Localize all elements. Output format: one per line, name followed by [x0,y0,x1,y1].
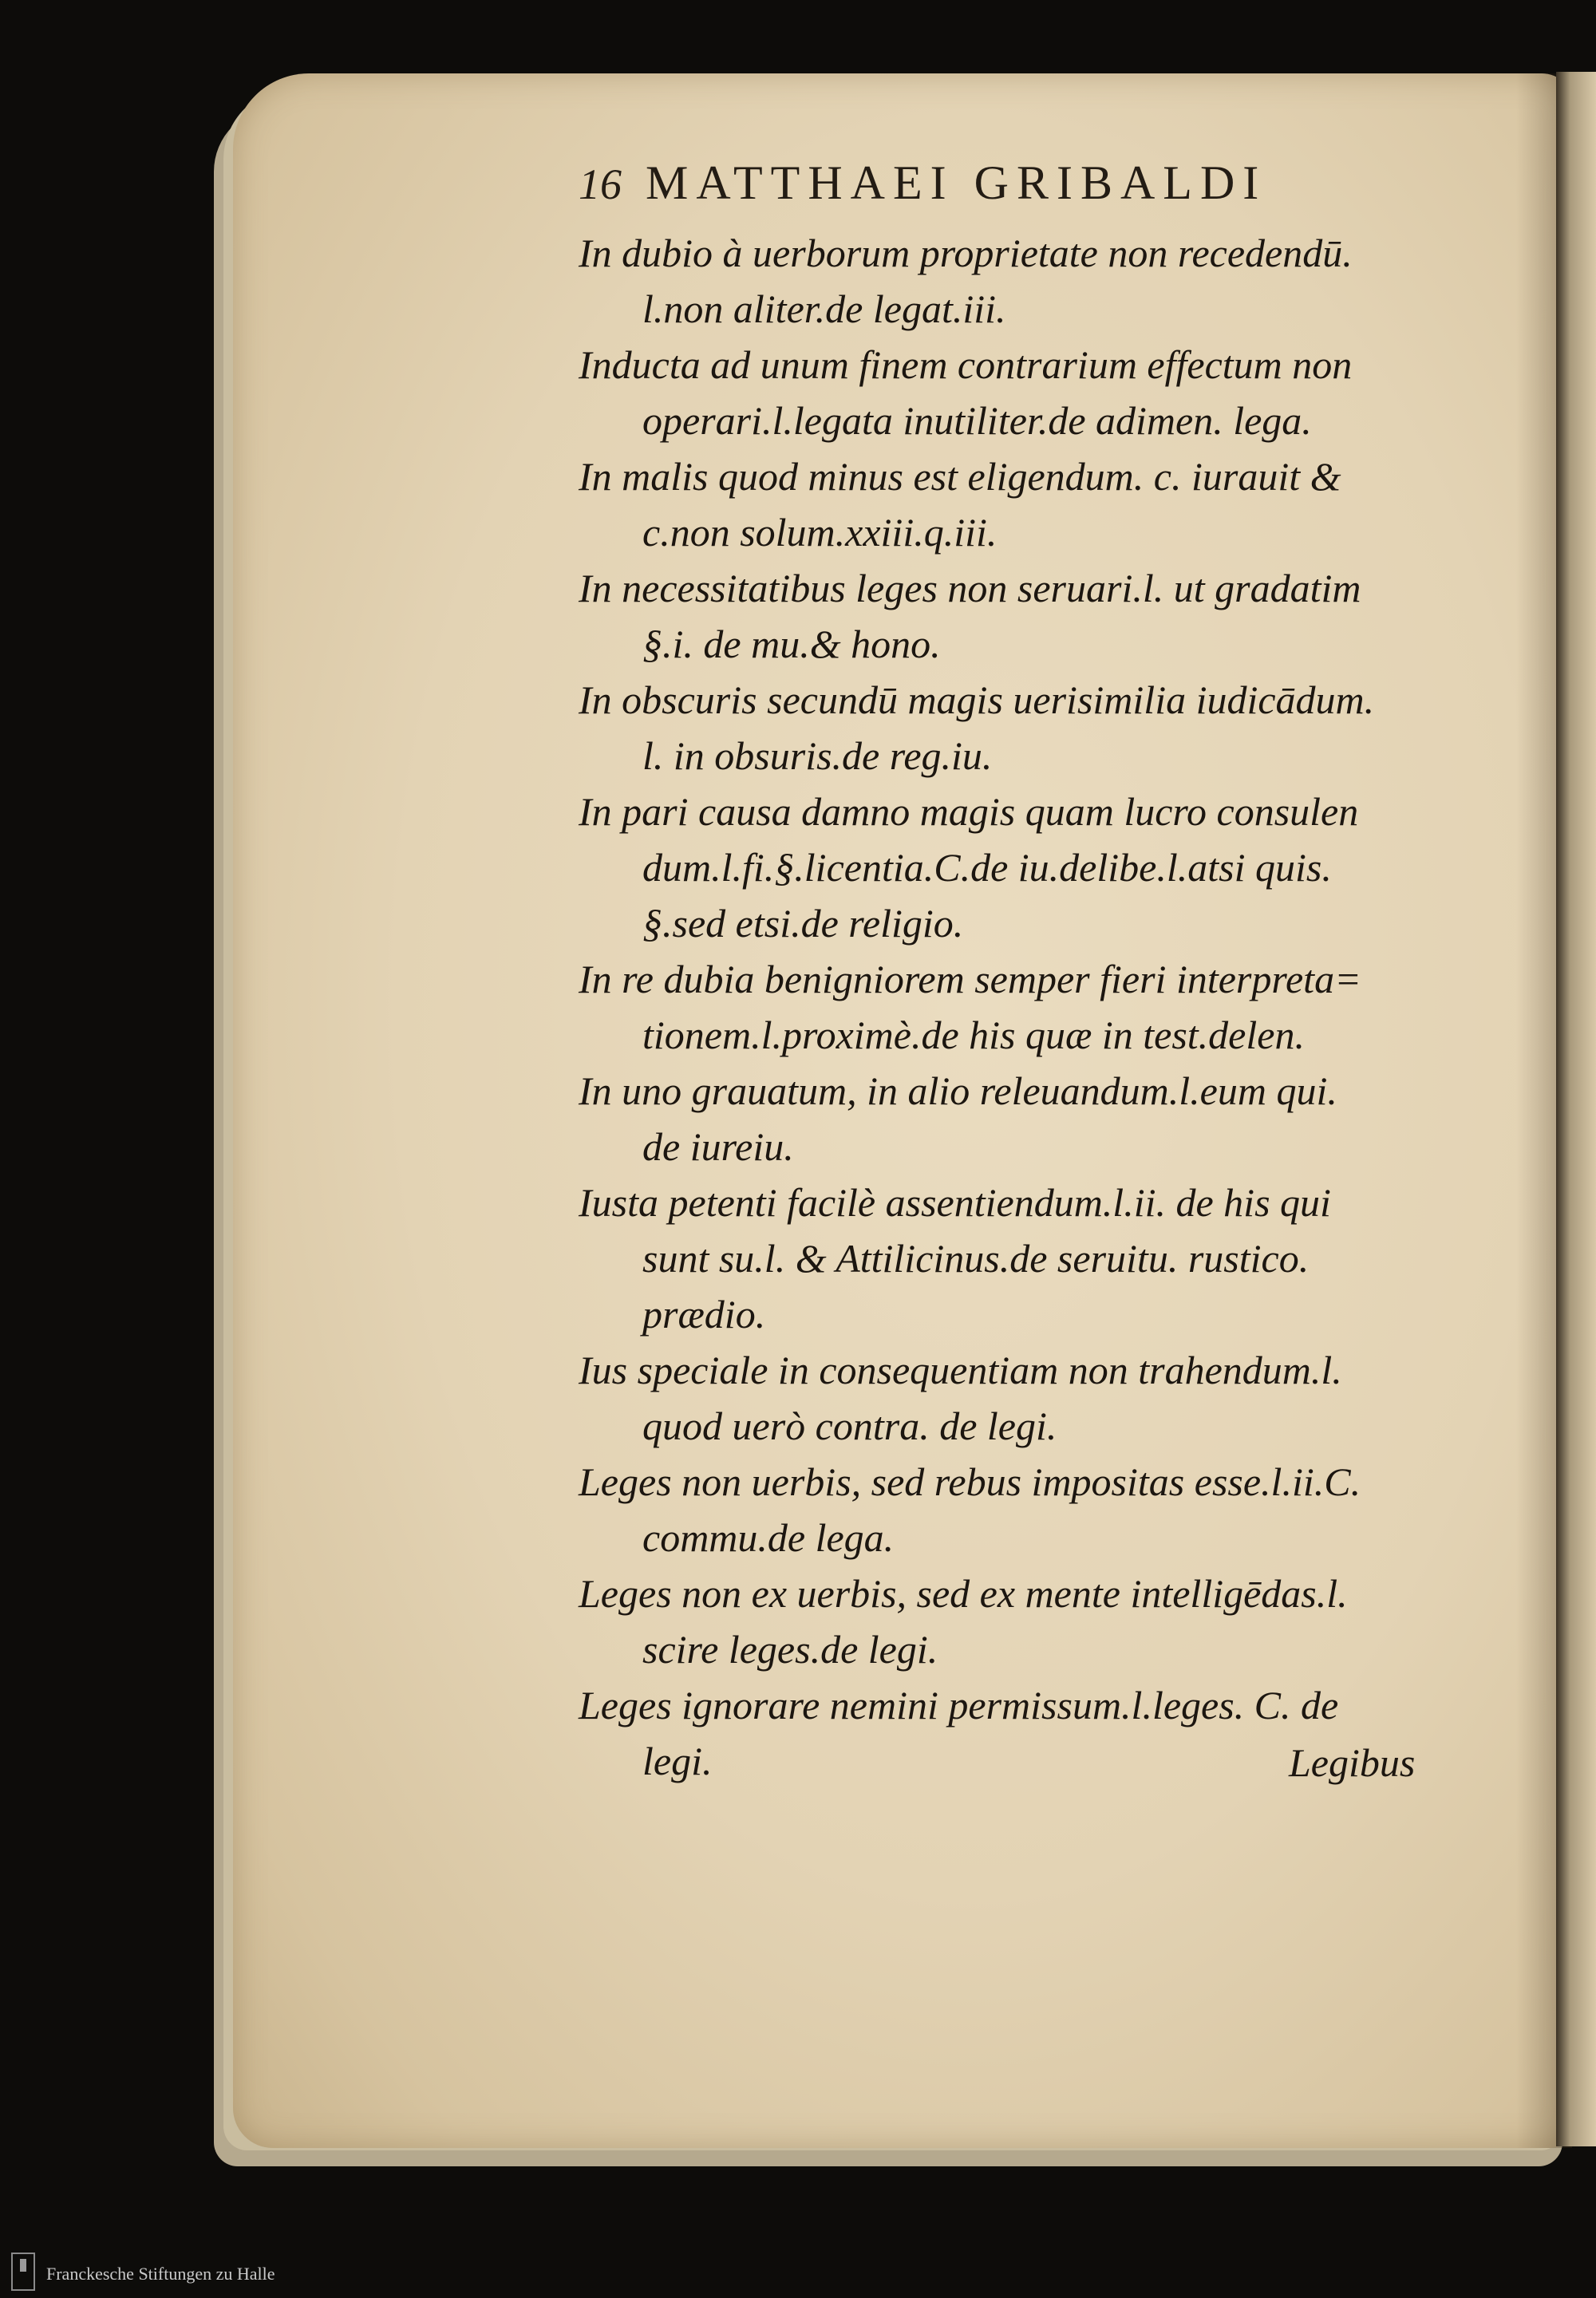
entry [579,784,1520,951]
entry-line: Ius speciale in consequentiam non trahendum.l. [579,1348,1342,1392]
entry-line: operari.l.legata inutiliter.de adimen. lega. [642,398,1312,443]
entry [579,225,1520,337]
entry-line: tionem.l.proximè.de his quæ in test.delen. [642,1013,1305,1057]
entry-line: In uno grauatum, in alio releuandum.l.eum qui. [579,1068,1337,1113]
entry-line: In pari causa damno magis quam lucro consulen [579,789,1359,834]
entry-line: In necessitatibus leges non seruari.l. ut gradatim [579,566,1361,610]
entry [579,672,1520,784]
archive-footer [0,2246,1596,2298]
entry-line: In obscuris secundū magis uerisimilia iudicādum. [579,677,1375,722]
entry-line: dum.l.fi.§.licentia.C.de iu.delibe.l.atsi quis. [642,845,1332,890]
entry-line: commu.de lega. [642,1515,895,1560]
entry [579,1454,1520,1566]
entry [579,1063,1520,1175]
entry [579,560,1520,672]
entry-line: In re dubia benigniorem semper fieri interpreta= [579,957,1361,1001]
entry [579,951,1520,1063]
running-header [579,156,1266,211]
entry-line: prædio. [642,1292,766,1337]
page-number: 16 [579,160,622,208]
entry-line: quod uerò contra. de legi. [642,1404,1057,1448]
entry-line: l.non aliter.de legat.iii. [642,286,1006,331]
entry [579,1175,1520,1342]
entry-line: §.i. de mu.& hono. [642,622,941,666]
catchword: Legibus [1289,1740,1416,1785]
entry [579,1342,1520,1454]
entry-line: In dubio à uerborum proprietate non recedendū. [579,231,1353,275]
entry-line: Leges non uerbis, sed rebus impositas esse.l.ii.C. [579,1459,1361,1504]
facing-page-edge [1556,72,1596,2146]
entry-line: Inducta ad unum finem contrarium effectum non [579,342,1353,387]
entry-line: legi. [642,1739,713,1783]
entry-line: scire leges.de legi. [642,1627,938,1672]
entry [579,448,1520,560]
entry-line: In malis quod minus est eligendum. c. iurauit & [579,454,1341,499]
entry-line: l. in obsuris.de reg.iu. [642,733,993,778]
running-title: MATTHAEI GRIBALDI [646,156,1267,209]
entry-line: Leges ignorare nemini permissum.l.leges. C. de [579,1683,1339,1727]
entry-line: Iusta petenti facilè assentiendum.l.ii. de his qui [579,1180,1331,1225]
institution-logo-icon [11,2253,35,2291]
index-entries [579,225,1520,1789]
entry-line: Leges non ex uerbis, sed ex mente intelligēdas.l. [579,1571,1348,1616]
entry-line: §.sed etsi.de religio. [642,901,964,946]
entry [579,1566,1520,1677]
entry [579,337,1520,448]
entry-line: sunt su.l. & Attilicinus.de seruitu. rustico. [642,1236,1310,1281]
institution-name: Franckesche Stiftungen zu Halle [46,2264,275,2284]
entry-line: c.non solum.xxiii.q.iii. [642,510,998,555]
entry-line: de iureiu. [642,1124,794,1169]
